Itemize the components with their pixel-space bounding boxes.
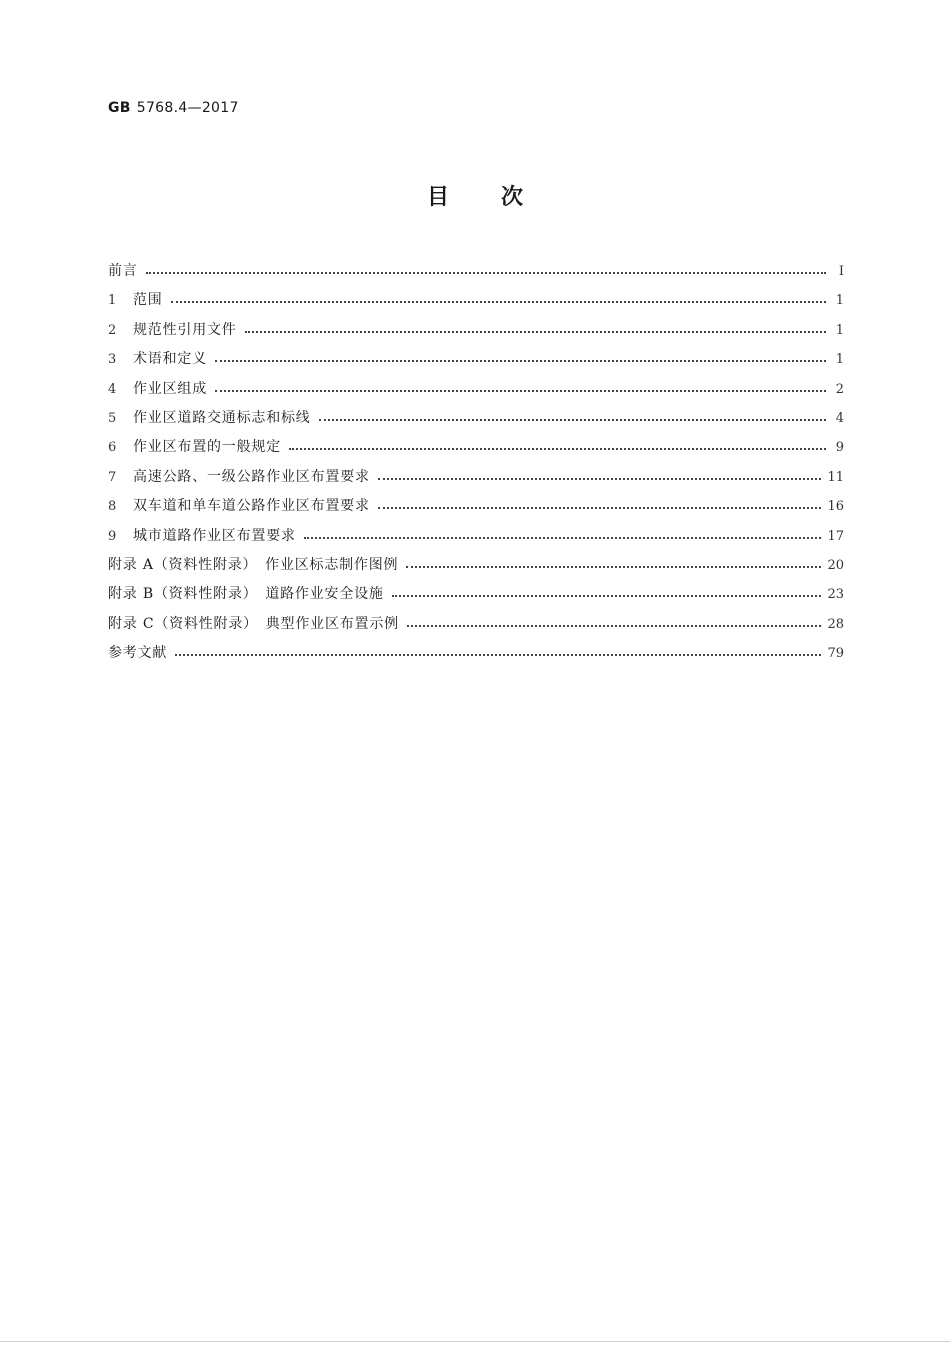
toc-entry-page: 9 [835, 440, 844, 456]
toc-leader-dots [378, 492, 822, 521]
toc-entry-label: 作业区布置的一般规定 [133, 439, 281, 456]
toc-title [0, 180, 950, 211]
toc-entry-1[interactable] [108, 286, 844, 315]
toc-entry-number: 4 [108, 381, 117, 397]
toc-entry-label: 前言 [108, 262, 138, 279]
toc-entry-appendix-b[interactable] [108, 580, 844, 609]
toc-leader-dots [175, 639, 821, 668]
toc-entry-page: 79 [827, 646, 844, 662]
toc-entry-label: 规范性引用文件 [133, 321, 237, 338]
toc-entry-5[interactable] [108, 404, 844, 433]
toc-entry-references[interactable] [108, 639, 844, 668]
toc-entry-label: 参考文献 [108, 645, 168, 662]
toc-entry-page: 20 [827, 557, 844, 573]
toc-entry-page: 16 [827, 499, 844, 515]
toc-entry-number: 2 [108, 322, 117, 338]
toc-entry-page: 23 [827, 587, 844, 603]
toc-entry-number: 8 [108, 499, 117, 515]
toc-leader-dots [304, 522, 822, 551]
toc-leader-dots [378, 463, 822, 492]
toc-entry-page: 11 [827, 469, 844, 485]
toc-entry-appendix-c[interactable] [108, 610, 844, 639]
page-bottom-divider [0, 1341, 950, 1342]
toc-entry-8[interactable] [108, 492, 844, 521]
toc-leader-dots [146, 257, 826, 286]
toc-entry-label: 高速公路、一级公路作业区布置要求 [133, 468, 370, 485]
toc-entry-page: 1 [835, 352, 844, 368]
toc-entry-label: 附录 B（资料性附录） 道路作业安全设施 [108, 586, 384, 603]
toc-entry-4[interactable] [108, 375, 844, 404]
toc-entry-page: 28 [827, 616, 844, 632]
toc-entry-page: 1 [835, 322, 844, 338]
toc-entry-label: 作业区道路交通标志和标线 [133, 409, 311, 426]
toc-leader-dots [289, 433, 826, 462]
toc-entry-label: 范围 [133, 292, 163, 309]
toc-entry-page: 1 [835, 293, 844, 309]
toc-entry-page: 17 [827, 528, 844, 544]
toc-entry-number: 7 [108, 469, 117, 485]
toc-entry-number: 3 [108, 352, 117, 368]
toc-leader-dots [215, 345, 826, 374]
toc-entry-page: 2 [835, 381, 844, 397]
toc-leader-dots [245, 316, 826, 345]
toc-entry-label: 作业区组成 [133, 380, 207, 397]
toc-entry-3[interactable] [108, 345, 844, 374]
toc-leader-dots [392, 580, 822, 609]
toc-entry-number: 6 [108, 440, 117, 456]
toc-entry-9[interactable] [108, 522, 844, 551]
standard-number: 5768.4—2017 [136, 100, 239, 116]
standard-code-header [108, 100, 239, 116]
toc-entry-page: 4 [835, 410, 844, 426]
toc-entry-label: 附录 A（资料性附录） 作业区标志制作图例 [108, 556, 399, 573]
toc-leader-dots [215, 375, 826, 404]
toc-title-char-1: 目 [426, 185, 449, 210]
toc-entry-number: 5 [108, 410, 117, 426]
table-of-contents [108, 257, 844, 668]
toc-entry-label: 城市道路作业区布置要求 [133, 527, 296, 544]
toc-title-char-2: 次 [501, 185, 524, 210]
standard-prefix: GB [108, 100, 131, 116]
toc-leader-dots [319, 404, 826, 433]
toc-entry-number: 1 [108, 293, 117, 309]
toc-entry-label: 术语和定义 [133, 351, 207, 368]
toc-entry-6[interactable] [108, 433, 844, 462]
toc-entry-label: 双车道和单车道公路作业区布置要求 [133, 498, 370, 515]
toc-entry-7[interactable] [108, 463, 844, 492]
toc-leader-dots [406, 551, 821, 580]
toc-entry-foreword[interactable] [108, 257, 844, 286]
toc-entry-label: 附录 C（资料性附录） 典型作业区布置示例 [108, 615, 399, 632]
toc-entry-appendix-a[interactable] [108, 551, 844, 580]
toc-leader-dots [407, 610, 821, 639]
toc-entry-2[interactable] [108, 316, 844, 345]
toc-entry-number: 9 [108, 528, 117, 544]
toc-leader-dots [171, 286, 826, 315]
toc-entry-page: Ⅰ [838, 263, 844, 279]
